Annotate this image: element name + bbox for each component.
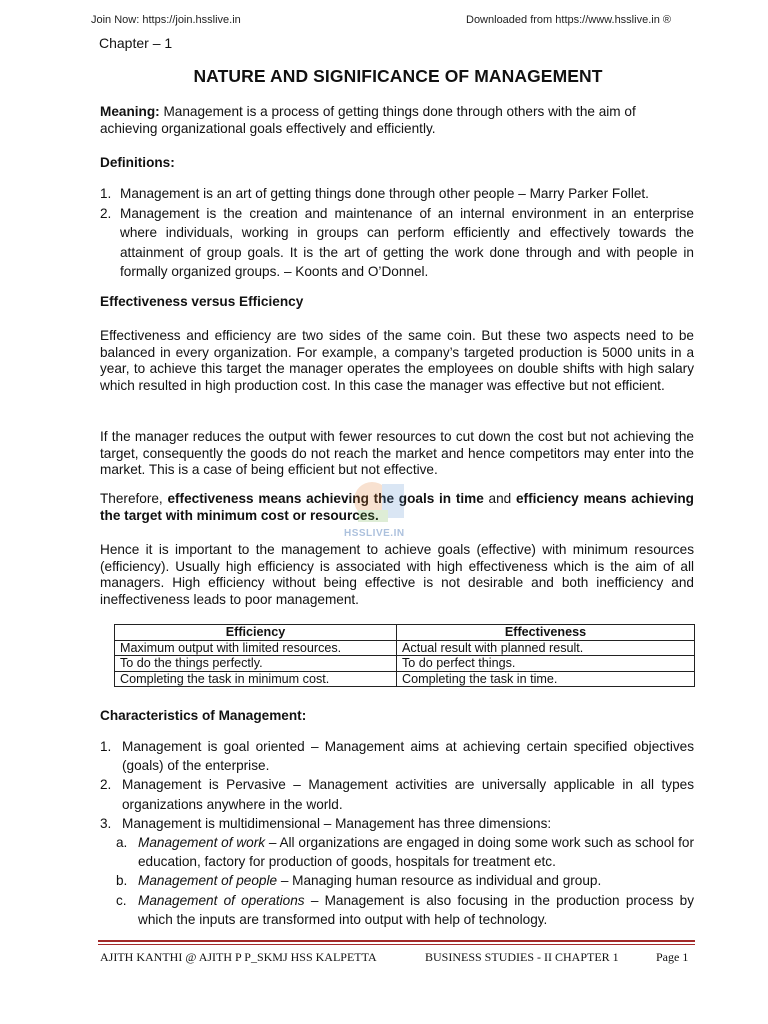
header-join-link[interactable]: Join Now: https://join.hsslive.in: [91, 14, 241, 26]
p3-prefix: Therefore,: [100, 491, 168, 506]
list-letter: b.: [116, 873, 128, 889]
list-text: Management is goal oriented – Management aims at achieving certain specified objectives (goals) of the enterprise.: [122, 739, 694, 774]
effectiveness-heading: Effectiveness versus Efficiency: [100, 294, 304, 309]
sub-item-label: Management of operations: [138, 892, 305, 908]
list-item: [100, 814, 694, 833]
table-cell: Maximum output with limited resources.: [115, 640, 397, 656]
table-cell: Actual result with planned result.: [397, 640, 695, 656]
footer-page-number: Page 1: [656, 950, 689, 964]
p3-middle: and: [483, 491, 516, 506]
list-number: 2.: [100, 205, 112, 221]
table-row: [115, 671, 695, 687]
table-cell: To do perfect things.: [397, 656, 695, 672]
chapter-label: Chapter – 1: [99, 35, 173, 51]
definitions-heading: Definitions:: [100, 155, 175, 170]
sub-list-item: [100, 833, 694, 871]
meaning-paragraph: [100, 104, 694, 137]
list-item: [100, 737, 694, 775]
list-item: [100, 204, 694, 282]
sub-item-label: Management of people: [138, 873, 278, 889]
table-cell: To do the things perfectly.: [115, 656, 397, 672]
table-header-efficiency: Efficiency: [115, 625, 397, 641]
list-text: Management is the creation and maintenance of an internal environment in an enterprise where individuals, working in groups can perform efficiently and effectively towards the attainment of group goals. It is the art of getting the work done through and with people in formally organized groups. – Koonts and O’Donnel.: [120, 205, 694, 279]
list-text: Management is an art of getting things done through other people – Marry Parker Follet.: [120, 186, 649, 201]
table-cell: Completing the task in minimum cost.: [115, 671, 397, 687]
list-letter: a.: [116, 835, 128, 851]
definitions-list: [100, 184, 694, 282]
footer-subject: BUSINESS STUDIES - II CHAPTER 1: [425, 950, 619, 964]
watermark-text: HSSLIVE.IN: [344, 528, 405, 539]
characteristics-list: [100, 737, 694, 929]
footer-rule-thin: [98, 944, 695, 945]
meaning-label: Meaning:: [100, 104, 160, 119]
list-number: 1.: [100, 186, 112, 201]
table-cell: Completing the task in time.: [397, 671, 695, 687]
list-item: [100, 184, 694, 204]
table-row: [115, 640, 695, 656]
sub-item-text: – Management is also focusing in the production process by which the inputs are transformed into output with help of technology.: [138, 892, 694, 927]
sub-item-text: – All organizations are engaged in doing some work such as school for education, factory for production of goods, hospitals for treatment etc.: [138, 835, 695, 870]
header-download-link[interactable]: Downloaded from https://www.hsslive.in ®: [466, 14, 671, 26]
page-title: NATURE AND SIGNIFICANCE OF MANAGEMENT: [193, 66, 603, 86]
effectiveness-paragraph-1: Effectiveness and efficiency are two sides of the same coin. But these two aspects need to be balanced in every organization. For example, a company’s targeted production is 5000 units in a year, to achieve this target the manager operates the employees on double shifts with high salary which resulted in high production cost. In this case the manager was effective but not efficient.: [100, 328, 694, 393]
list-item: [100, 775, 694, 813]
list-number: 3.: [100, 815, 112, 831]
comparison-table: [114, 624, 695, 687]
list-text: Management is multidimensional – Management has three dimensions:: [122, 815, 552, 831]
p3-bold-efficiency: efficiency means achieving the target with minimum cost or resources.: [100, 491, 694, 523]
characteristics-heading: Characteristics of Management:: [100, 708, 307, 723]
list-letter: c.: [116, 892, 127, 908]
sub-item-label: Management of work: [138, 835, 266, 851]
footer-author: AJITH KANTHI @ AJITH P P_SKMJ HSS KALPETTA: [100, 950, 377, 964]
list-number: 2.: [100, 777, 112, 793]
meaning-text: Management is a process of getting things done through others with the aim of achieving organizational goals effectively and efficiently.: [100, 104, 636, 136]
sub-list-item: [100, 871, 694, 890]
list-text: Management is Pervasive – Management activities are universally applicable in all types organizations anywhere in the world.: [122, 777, 694, 812]
effectiveness-paragraph-4: Hence it is important to the management to achieve goals (effective) with minimum resources (efficiency). Usually high efficiency is associated with high effectiveness which is the aim of all managers. High efficiency without being effective is not desirable and both inefficiency and ineffectiveness leads to poor management.: [100, 542, 694, 607]
footer-rule: [98, 940, 695, 942]
effectiveness-paragraph-2: If the manager reduces the output with fewer resources to cut down the cost but not achieving the target, consequently the goods do not reach the market and hence competitors may enter into the market. This is a case of being efficient but not effective.: [100, 429, 694, 477]
table-header-row: [115, 625, 695, 641]
sub-list-item: [100, 891, 694, 929]
p3-bold-effectiveness: effectiveness means achieving the goals in time: [167, 491, 484, 506]
table-header-effectiveness: Effectiveness: [397, 625, 695, 641]
list-number: 1.: [100, 739, 112, 754]
table-row: [115, 656, 695, 672]
sub-item-text: – Managing human resource as individual and group.: [277, 873, 602, 889]
